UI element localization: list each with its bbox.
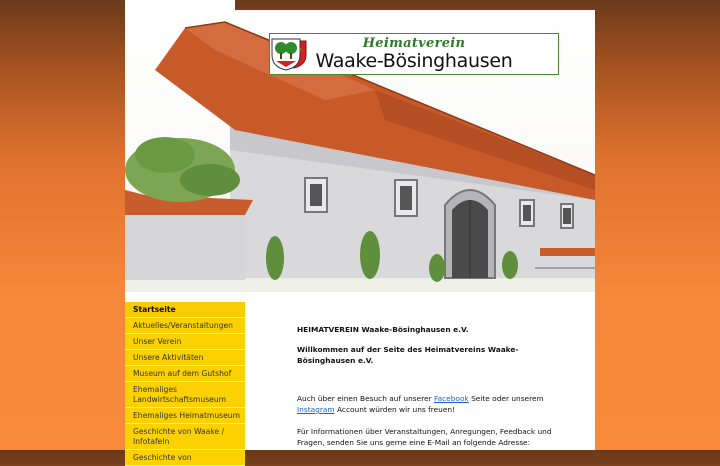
social-text-pre: Auch über einen Besuch auf unserer bbox=[297, 394, 435, 403]
page-container bbox=[125, 10, 595, 462]
main-navigation bbox=[125, 302, 245, 466]
nav-item-aktivitaeten[interactable]: Unsere Aktivitäten bbox=[125, 350, 245, 366]
nav-item-heimatmuseum[interactable]: Ehemaliges Heimatmuseum bbox=[125, 408, 245, 424]
banner-name-text: Waake-Bösinghausen bbox=[315, 50, 513, 72]
nav-item-startseite[interactable]: Startseite bbox=[125, 302, 245, 318]
facebook-link[interactable]: Facebook bbox=[434, 394, 469, 403]
nav-item-landwirtschaftsmuseum[interactable]: Ehemaliges Landwirtschaftsmuseum bbox=[125, 382, 245, 408]
nav-item-museum-gutshof[interactable]: Museum auf dem Gutshof bbox=[125, 366, 245, 382]
instagram-link[interactable]: Instagram bbox=[297, 405, 335, 414]
crest-right-icon bbox=[270, 37, 302, 71]
main-content bbox=[297, 324, 557, 448]
nav-item-geschichte-infotafeln[interactable]: Geschichte von Waake / Infotafeln bbox=[125, 424, 245, 450]
nav-item-geschichte-von[interactable]: Geschichte von bbox=[125, 450, 245, 466]
nav-item-unser-verein[interactable]: Unser Verein bbox=[125, 334, 245, 350]
social-paragraph bbox=[297, 393, 557, 415]
social-text-post: Account würden wir uns freuen! bbox=[334, 405, 456, 414]
page-title: HEIMATVEREIN Waake-Bösinghausen e.V. bbox=[297, 325, 469, 334]
site-banner bbox=[269, 33, 559, 75]
welcome-text: Willkommen auf der Seite des Heimatvereins Waake-Bösinghausen e.V. bbox=[297, 345, 519, 365]
hero-illustration bbox=[125, 10, 595, 292]
contact-info-text: Für Informationen über Veranstaltungen, Anregungen, Feedback und Fragen, senden Sie uns gerne eine E-Mail an folgende Adresse: bbox=[297, 427, 552, 447]
page-top-strip bbox=[125, 0, 235, 10]
social-text-mid: Seite oder unserem bbox=[468, 394, 544, 403]
nav-item-aktuelles[interactable]: Aktuelles/Veranstaltungen bbox=[125, 318, 245, 334]
banner-script-text: Heimatverein bbox=[362, 36, 466, 51]
